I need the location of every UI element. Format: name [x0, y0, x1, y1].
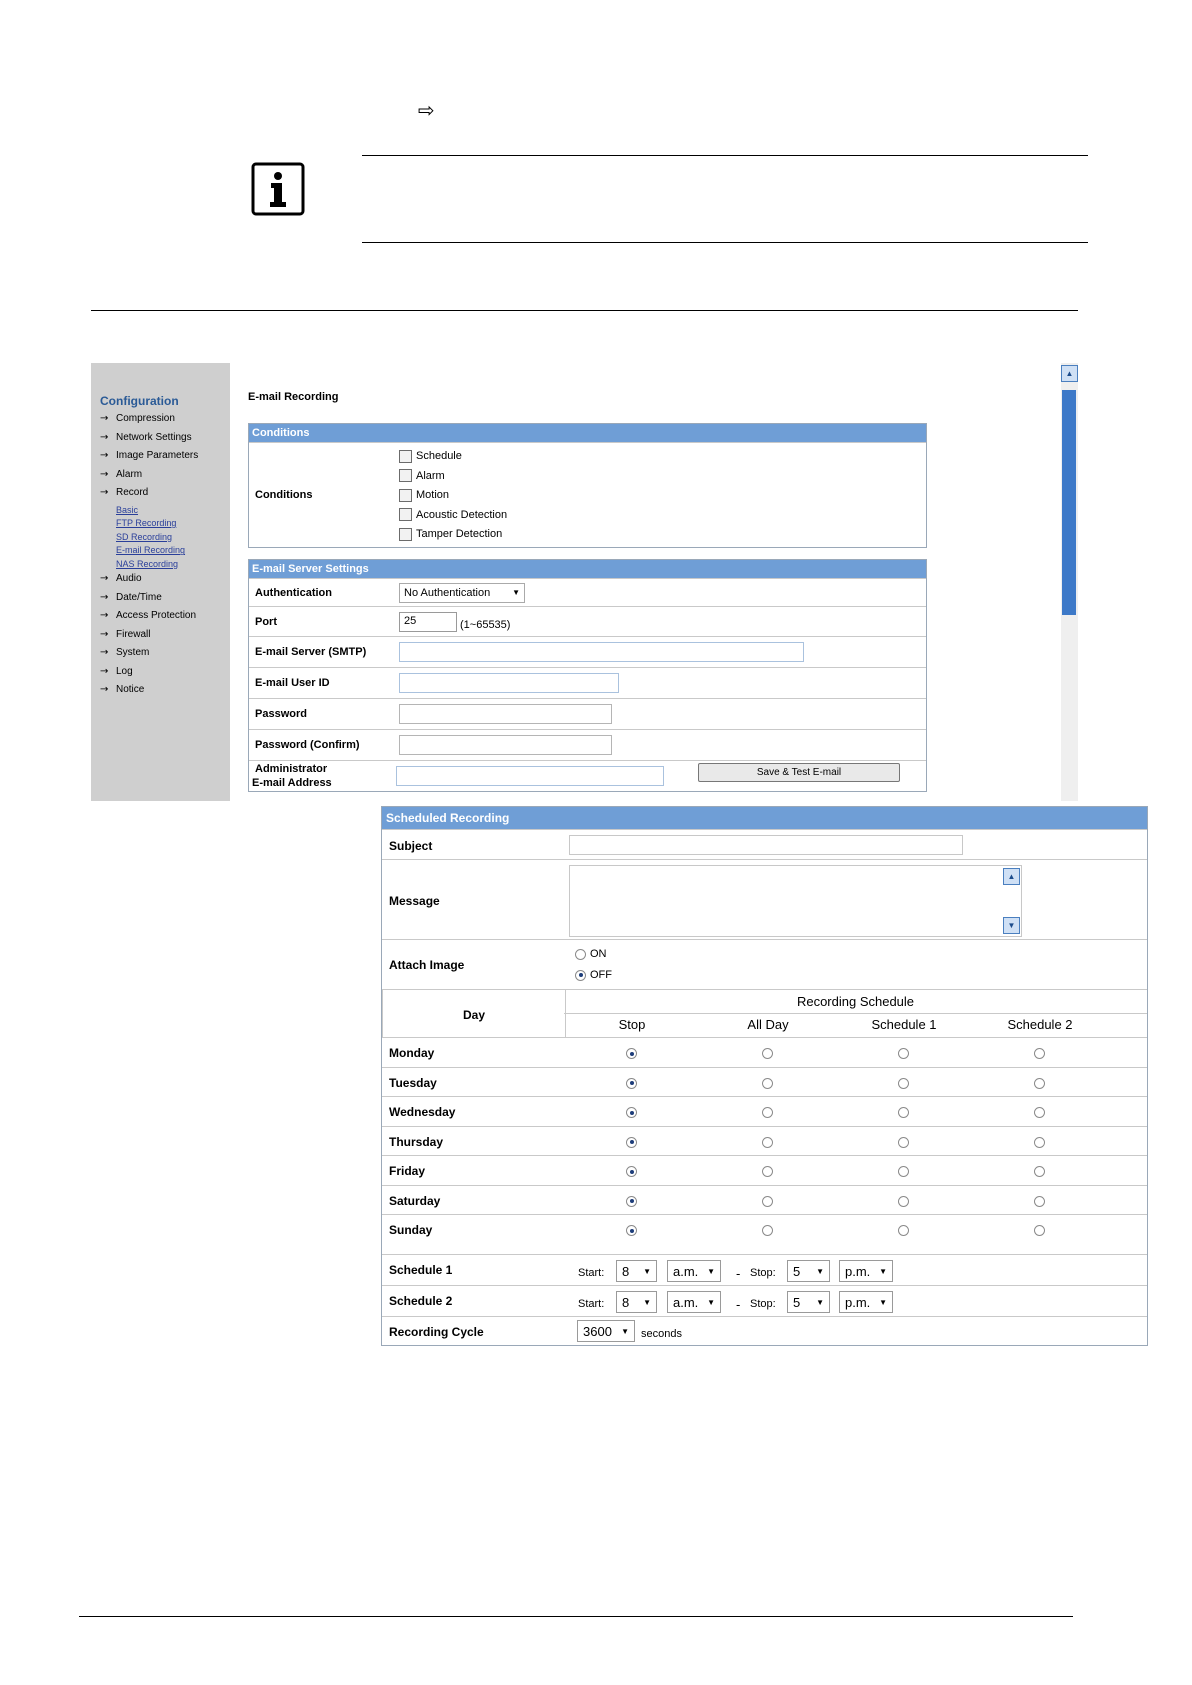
arrow-right-icon: → [100, 628, 109, 640]
sidebar-item-firewall[interactable]: → Firewall [100, 627, 198, 646]
save-test-email-button[interactable]: Save & Test E-mail [698, 763, 900, 782]
day-tuesday-stop-radio[interactable] [626, 1078, 637, 1089]
col-header-stop: Stop [618, 1017, 646, 1032]
day-label: Sunday [389, 1223, 433, 1237]
day-label: Tuesday [389, 1075, 437, 1090]
col-header-schedule-2: Schedule 2 [1007, 1017, 1073, 1032]
radio-off-icon [575, 949, 586, 960]
admin-email-input[interactable] [396, 766, 664, 786]
message-textarea[interactable] [569, 865, 1022, 937]
checkbox-icon [399, 489, 412, 502]
password-confirm-label: Password (Confirm) [255, 739, 360, 751]
day-saturday-schedule-2-radio[interactable] [1034, 1196, 1045, 1207]
textarea-scroll-up-icon[interactable]: ▲ [1003, 868, 1020, 885]
sidebar-item-system[interactable]: → System [100, 645, 198, 664]
arrow-right-icon: → [100, 665, 109, 677]
day-label: Monday [389, 1046, 435, 1060]
sidebar-subitem-basic[interactable]: Basic [116, 504, 139, 515]
conditions-header: Conditions [249, 424, 926, 442]
schedule-table-header [382, 989, 1147, 1038]
conditions-label: Conditions [255, 489, 313, 501]
user-id-label: E-mail User ID [255, 677, 330, 689]
day-wednesday-stop-radio[interactable] [626, 1107, 637, 1118]
day-friday-stop-radio[interactable] [626, 1166, 637, 1177]
day-thursday-schedule-2-radio[interactable] [1034, 1137, 1045, 1148]
smtp-server-input[interactable] [399, 642, 804, 662]
schedule-2-dash: - [736, 1297, 741, 1312]
port-label: Port [255, 615, 277, 628]
message-row [382, 859, 1147, 940]
day-monday-stop-radio[interactable] [626, 1048, 637, 1059]
day-tuesday-schedule-1-radio[interactable] [898, 1078, 909, 1089]
password-confirm-row [249, 729, 926, 760]
schedule-1-dash: - [736, 1266, 741, 1281]
note-rule-top [362, 155, 1088, 156]
day-monday-all-day-radio[interactable] [762, 1048, 773, 1059]
port-row [249, 606, 926, 636]
page-title: E-mail Recording [248, 391, 339, 403]
condition-motion-checkbox[interactable]: Motion [399, 485, 507, 505]
attach-on-option[interactable]: ON [575, 948, 607, 960]
schedule-2-start-label: Start: [578, 1298, 605, 1310]
schedule-2-stop-period-select[interactable]: p.m. ▼ [839, 1291, 893, 1313]
day-label: Friday [389, 1164, 426, 1178]
schedule-1-stop-hour-select[interactable]: 5 ▼ [787, 1260, 830, 1282]
sidebar-item-network-settings[interactable]: → Network Settings [100, 430, 198, 449]
message-label: Message [389, 894, 440, 908]
email-recording-screenshot [91, 363, 1078, 801]
arrow-right-icon: → [100, 468, 109, 480]
day-thursday-stop-radio[interactable] [626, 1137, 637, 1148]
subject-label: Subject [389, 839, 433, 853]
attach-image-label: Attach Image [389, 958, 465, 972]
day-label: Wednesday [389, 1105, 456, 1119]
sidebar-item-log[interactable]: → Log [100, 664, 198, 683]
sidebar-item-record[interactable]: → Record [100, 485, 198, 504]
sidebar-item-image-parameters[interactable]: → Image Parameters [100, 448, 198, 467]
condition-acoustic-checkbox[interactable]: Acoustic Detection [399, 505, 507, 525]
password-row [249, 698, 926, 729]
day-row-monday [382, 1037, 1147, 1068]
dropdown-arrow-icon: ▼ [707, 1297, 715, 1307]
textarea-scroll-down-icon[interactable]: ▼ [1003, 917, 1020, 934]
sidebar-item-access-protection[interactable]: → Access Protection [100, 608, 198, 627]
arrow-right-icon: → [100, 573, 109, 585]
port-input[interactable]: 25 [399, 612, 457, 632]
schedule-1-start-period-select[interactable]: a.m. ▼ [667, 1260, 721, 1282]
user-id-row [249, 667, 926, 698]
user-id-input[interactable] [399, 673, 619, 693]
scroll-thumb[interactable] [1062, 390, 1076, 615]
recording-cycle-select[interactable]: 3600 ▼ [577, 1320, 635, 1342]
day-wednesday-all-day-radio[interactable] [762, 1107, 773, 1118]
recording-cycle-unit: seconds [641, 1328, 682, 1340]
schedule-1-start-hour-select[interactable]: 8 ▼ [616, 1260, 657, 1282]
conditions-row [249, 442, 926, 547]
condition-schedule-checkbox[interactable]: Schedule [399, 446, 507, 466]
dropdown-arrow-icon: ▼ [879, 1297, 887, 1307]
day-thursday-schedule-1-radio[interactable] [898, 1137, 909, 1148]
arrow-right-icon: → [100, 647, 109, 659]
port-range-hint: (1~65535) [460, 618, 511, 631]
checkbox-icon [399, 508, 412, 521]
checkbox-icon [399, 450, 412, 463]
dropdown-arrow-icon: ▼ [879, 1266, 887, 1276]
dropdown-arrow-icon: ▼ [643, 1266, 651, 1276]
day-row-thursday [382, 1126, 1147, 1157]
day-sunday-schedule-2-radio[interactable] [1034, 1225, 1045, 1236]
sidebar-subitem-sd-recording[interactable]: SD Recording [116, 531, 173, 542]
section-divider [91, 310, 1078, 311]
admin-email-row [249, 760, 926, 791]
recording-cycle-row [382, 1316, 1147, 1346]
smtp-row [249, 636, 926, 667]
schedule-2-stop-label: Stop: [750, 1298, 776, 1310]
day-saturday-stop-radio[interactable] [626, 1196, 637, 1207]
arrow-right-icon: → [100, 610, 109, 622]
condition-tamper-checkbox[interactable]: Tamper Detection [399, 524, 507, 544]
sidebar-subitem-ftp-recording[interactable]: FTP Recording [116, 518, 177, 529]
day-saturday-all-day-radio[interactable] [762, 1196, 773, 1207]
recording-cycle-label: Recording Cycle [389, 1325, 484, 1339]
password-input[interactable] [399, 704, 612, 724]
day-thursday-all-day-radio[interactable] [762, 1137, 773, 1148]
sidebar-title: Configuration [100, 394, 179, 408]
schedule-1-stop-label: Stop: [750, 1267, 776, 1279]
day-row-wednesday [382, 1096, 1147, 1127]
sidebar-item-audio[interactable]: → Audio [100, 571, 198, 590]
day-sunday-all-day-radio[interactable] [762, 1225, 773, 1236]
radio-on-icon [575, 970, 586, 981]
day-label: Saturday [389, 1193, 441, 1208]
col-header-all-day: All Day [747, 1017, 789, 1032]
main-content [248, 363, 1048, 801]
day-label: Thursday [389, 1134, 444, 1149]
header-divider [564, 1013, 1147, 1014]
schedule-2-start-hour-select[interactable]: 8 ▼ [616, 1291, 657, 1313]
day-friday-schedule-1-radio[interactable] [898, 1166, 909, 1177]
recording-schedule-header: Recording Schedule [796, 994, 915, 1009]
checkbox-icon [399, 528, 412, 541]
day-header-cell: Day [382, 990, 566, 1038]
day-monday-schedule-1-radio[interactable] [898, 1048, 909, 1059]
day-row-tuesday [382, 1067, 1147, 1098]
dropdown-arrow-icon: ▼ [643, 1297, 651, 1307]
schedule-1-label: Schedule 1 [389, 1263, 453, 1277]
day-wednesday-schedule-1-radio[interactable] [898, 1107, 909, 1118]
password-label: Password [255, 708, 307, 720]
day-monday-schedule-2-radio[interactable] [1034, 1048, 1045, 1059]
smtp-label: E-mail Server (SMTP) [255, 646, 367, 658]
day-sunday-stop-radio[interactable] [626, 1225, 637, 1236]
password-confirm-input[interactable] [399, 735, 612, 755]
day-friday-schedule-2-radio[interactable] [1034, 1166, 1045, 1177]
arrow-right-icon: → [100, 487, 109, 498]
arrow-right-icon: → [100, 591, 109, 603]
day-saturday-schedule-1-radio[interactable] [898, 1196, 909, 1207]
arrow-right-icon: → [100, 450, 109, 461]
schedule-2-row [382, 1285, 1147, 1317]
info-icon [251, 162, 305, 216]
schedule-1-stop-period-select[interactable]: p.m. ▼ [839, 1260, 893, 1282]
schedule-2-start-period-select[interactable]: a.m. ▼ [667, 1291, 721, 1313]
dropdown-arrow-icon: ▼ [707, 1266, 715, 1276]
sidebar-item-date-time[interactable]: → Date/Time [100, 590, 198, 609]
dropdown-arrow-icon: ▼ [816, 1297, 824, 1307]
sidebar-subitem-nas-recording[interactable]: NAS Recording [116, 558, 179, 569]
authentication-select[interactable]: No Authentication ▼ [399, 583, 525, 603]
sidebar-menu [100, 411, 198, 701]
day-friday-all-day-radio[interactable] [762, 1166, 773, 1177]
day-row-saturday [382, 1185, 1147, 1216]
scheduled-recording-header: Scheduled Recording [382, 807, 1147, 829]
checkbox-icon [399, 469, 412, 482]
footer-rule [79, 1616, 1073, 1617]
attach-image-row [382, 939, 1147, 990]
authentication-row [249, 578, 926, 606]
schedule-1-row [382, 1254, 1147, 1286]
arrow-right-icon: → [100, 431, 109, 443]
authentication-label: Authentication [255, 586, 332, 599]
subject-input[interactable] [569, 835, 963, 855]
subject-row [382, 829, 1147, 860]
schedule-1-start-label: Start: [578, 1267, 605, 1279]
day-tuesday-schedule-2-radio[interactable] [1034, 1078, 1045, 1089]
server-settings-panel [248, 559, 927, 792]
dropdown-arrow-icon: ▼ [621, 1326, 629, 1336]
sidebar-item-notice[interactable]: → Notice [100, 682, 198, 701]
schedule-2-label: Schedule 2 [389, 1294, 453, 1308]
conditions-panel [248, 423, 927, 548]
day-sunday-schedule-1-radio[interactable] [898, 1225, 909, 1236]
sidebar-item-compression[interactable]: → Compression [100, 411, 198, 430]
day-wednesday-schedule-2-radio[interactable] [1034, 1107, 1045, 1118]
col-header-schedule-1: Schedule 1 [871, 1017, 937, 1032]
day-row-sunday [382, 1214, 1147, 1245]
dropdown-arrow-icon: ▼ [512, 588, 520, 597]
schedule-2-stop-hour-select[interactable]: 5 ▼ [787, 1291, 830, 1313]
dropdown-arrow-icon: ▼ [816, 1266, 824, 1276]
arrow-right-icon: → [100, 413, 109, 424]
vertical-scrollbar[interactable] [1061, 363, 1078, 801]
scheduled-recording-screenshot [381, 806, 1148, 1346]
scroll-up-icon[interactable]: ▲ [1061, 365, 1078, 382]
attach-off-option[interactable]: OFF [575, 969, 612, 981]
sidebar-subitem-email-recording[interactable]: E-mail Recording [116, 545, 186, 556]
day-tuesday-all-day-radio[interactable] [762, 1078, 773, 1089]
server-settings-header: E-mail Server Settings [249, 560, 926, 578]
day-row-friday [382, 1155, 1147, 1186]
sidebar-item-alarm[interactable]: → Alarm [100, 467, 198, 486]
conditions-checkbox-list [399, 446, 507, 544]
config-sidebar [91, 363, 230, 801]
arrow-right-icon: → [100, 684, 109, 696]
admin-email-label: Administrator E-mail Address [252, 763, 332, 789]
note-rule-bottom [362, 242, 1088, 243]
arrow-glyph: ⇨ [418, 98, 435, 122]
condition-alarm-checkbox[interactable]: Alarm [399, 466, 507, 486]
